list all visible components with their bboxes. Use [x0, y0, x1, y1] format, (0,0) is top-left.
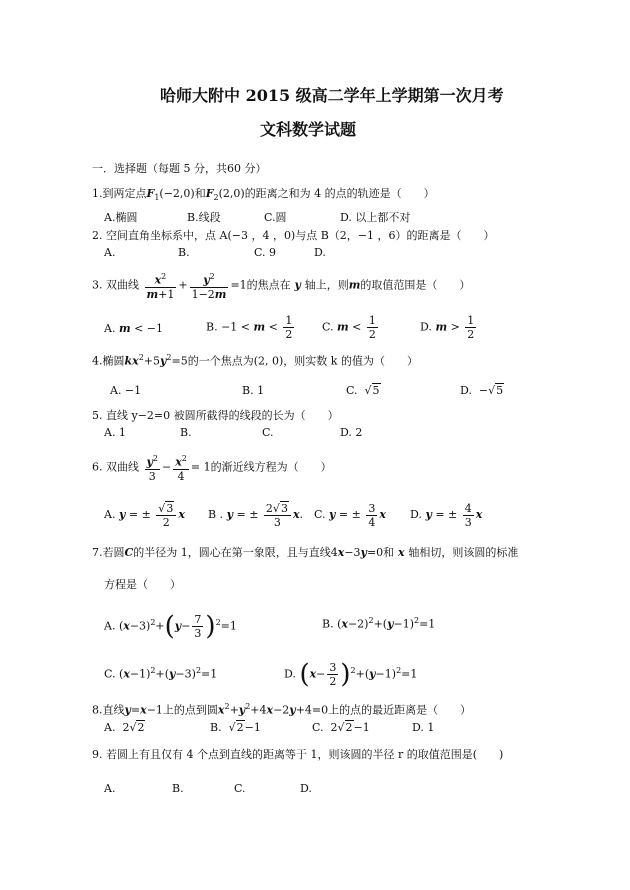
- question-6-stem: 6. 双曲线 $\frac{y^2}{3}$ − $\frac{x^2}{4}$ = 1的渐近线方程为（ ）: [92, 454, 332, 483]
- q9-option-b: B.: [172, 782, 184, 795]
- question-1-stem: 1.到两定点$F_1(-2,0)$和$F_2(2,0)$的距离之和为 4 的点的轨迹是（ ）: [92, 187, 435, 203]
- q4-option-d: D. −√5: [460, 384, 504, 397]
- q3-option-c: C. m < $\frac{1}{2}$: [322, 314, 376, 341]
- question-7-stem: 7.若圆C的半径为 1，圆心在第一象限，且与直线4x−3y=0和 x 轴相切，则该圆的标准: [92, 546, 519, 559]
- question-3-stem: 3. 双曲线 $\frac{x^2}{m+1}$ + $\frac{y^2}{1-2m}$ =1的焦点在 y 轴上，则m的取值范围是（ ）: [92, 272, 471, 301]
- q7-option-a: A. $(x-3)^2+(y-$ $\frac{7}{3}$ )$^2$=1: [104, 611, 237, 642]
- question-8-stem: 8.直线y=x−1上的点到圆$x^2+y^2+4x-2y+4=0$上的点的最近距离是（ ）: [92, 702, 472, 717]
- q8-option-c: C. 2√2−1: [312, 721, 370, 734]
- question-2-stem: 2. 空间直角坐标系中，点 A(−3 ，4 ，0)与点 B（2，−1 ，6）的距离是（ ）: [92, 229, 495, 242]
- question-4-stem: 4.椭圆$kx^2+5y^2=5$的一个焦点为(2, 0)，则实数 k 的值为（ ）: [92, 353, 418, 368]
- q5-option-d: D. 2: [340, 426, 363, 439]
- question-5-stem: 5. 直线 y−2=0 被圆所截得的线段的长为（ ）: [92, 409, 339, 422]
- q8-option-b: B. √2−1: [210, 721, 261, 734]
- q7-option-c: C. $(x-1)^2+(y-3)^2=1$: [104, 666, 218, 681]
- q4-option-a: A. −1: [110, 384, 142, 397]
- q9-option-c: C.: [234, 782, 246, 795]
- q9-option-a: A.: [104, 782, 116, 795]
- question-9-stem: 9. 若圆上有且仅有 4 个点到直线的距离等于 1，则该圆的半径 r 的取值范围是( ): [92, 748, 504, 761]
- q6-option-b: B . y = ± $\frac{2√3}{3}$ x.: [208, 501, 303, 529]
- q6-option-a: A. y = ± $\frac{√3}{2}$ x: [104, 501, 185, 529]
- q9-option-d: D.: [300, 782, 312, 795]
- q6-option-c: C. y = ± $\frac{3}{4}$ x: [314, 501, 386, 529]
- q8-option-a: A. 2√2: [104, 721, 145, 734]
- q5-option-c: C.: [262, 426, 274, 439]
- q1-option-d: D. 以上都不对: [340, 211, 411, 224]
- q6-option-d: D. y = ± $\frac{4}{3}$ x: [410, 501, 483, 529]
- q2-option-b: B.: [178, 246, 190, 259]
- q2-option-a: A.: [104, 246, 116, 259]
- q1-option-b: B.线段: [187, 211, 221, 224]
- q3-option-d: D. m > $\frac{1}{2}$: [420, 314, 475, 341]
- q1-option-a: A.椭圆: [104, 211, 138, 224]
- q8-option-d: D. 1: [412, 721, 435, 734]
- q1-option-c: C.圆: [264, 211, 287, 224]
- question-7-stem-line2: 方程是（ ）: [104, 578, 181, 591]
- q2-option-d: D.: [314, 246, 326, 259]
- q7-option-b: B. $(x-2)^2+(y-1)^2=1$: [322, 616, 436, 631]
- q5-option-b: B.: [180, 426, 192, 439]
- q2-option-c: C. 9: [254, 246, 277, 259]
- q4-option-b: B. 1: [242, 384, 265, 397]
- q3-option-b: B. −1 < m < $\frac{1}{2}$: [206, 314, 293, 341]
- q3-option-a: A. m < −1: [104, 322, 164, 335]
- q5-option-a: A. 1: [104, 426, 126, 439]
- exam-subtitle: 文科数学试题: [260, 120, 357, 139]
- q4-option-c: C. √5: [346, 384, 380, 397]
- section-heading: 一．选择题（每题 5 分，共60 分）: [92, 162, 267, 175]
- q7-option-d: D. (x− $\frac{3}{2}$ )$^2+(y-1)^2=1$: [284, 659, 418, 690]
- exam-title: 哈师大附中 2015 级高二学年上学期第一次月考: [160, 86, 504, 105]
